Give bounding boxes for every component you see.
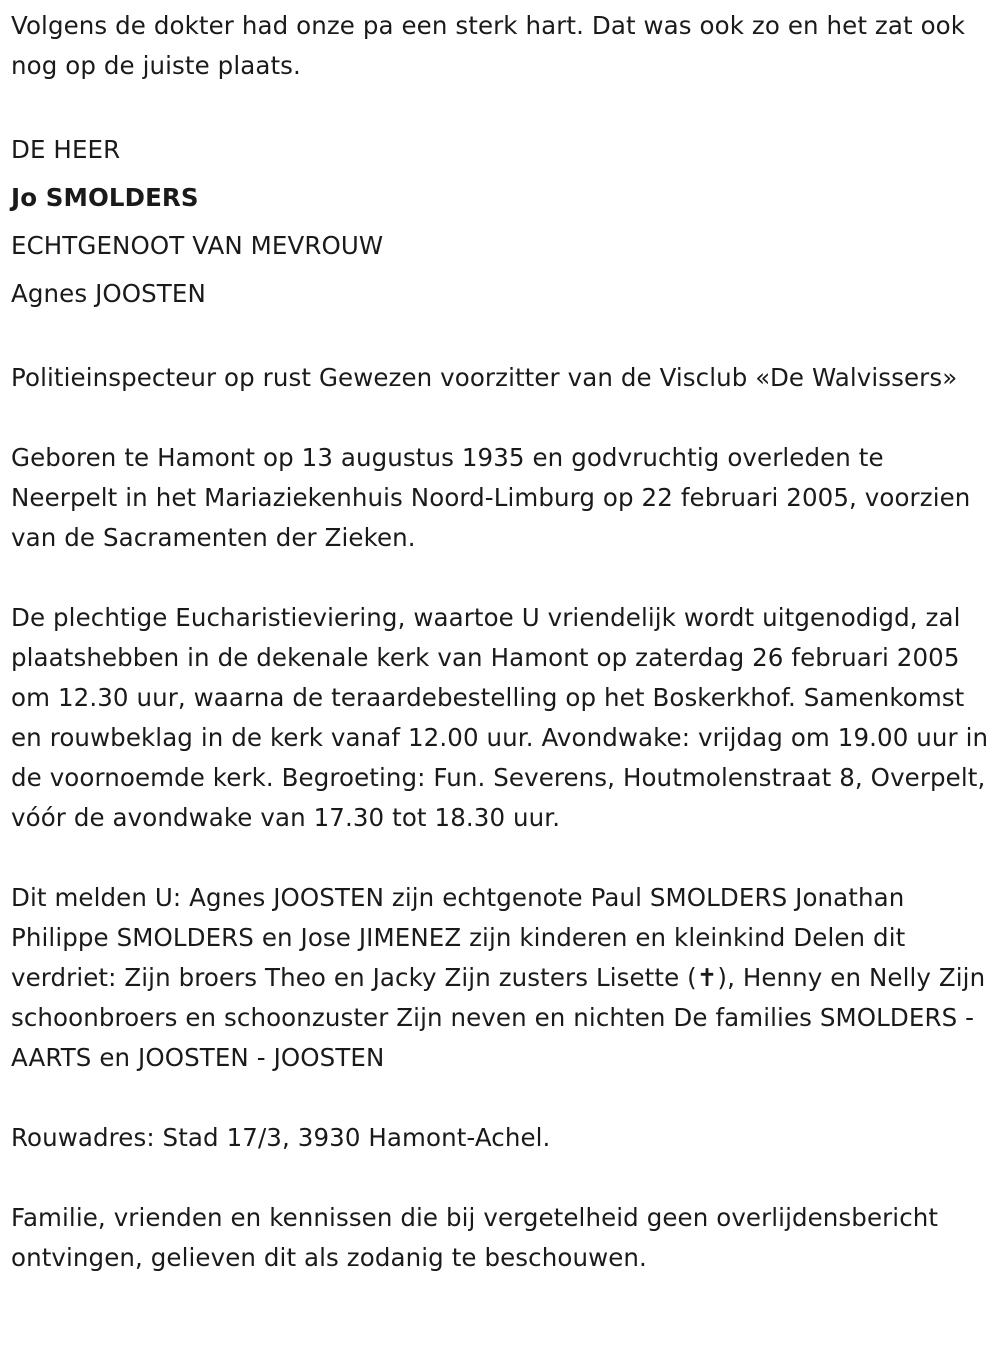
family-paragraph: Dit melden U: Agnes JOOSTEN zijn echtgenote Paul SMOLDERS Jonathan Philippe SMOLDERS en Jose JIMENEZ zijn kinderen en kleinkind Delen dit verdriet: Zijn broers Theo en Jacky Zijn zusters Lisette (✝), Henny en Nelly Zijn schoonbroers en schoonzuster Zijn neven en nichten De families SMOLDERS - AARTS en JOOSTEN - JOOSTEN [11,883,986,1072]
spouse-label: ECHTGENOOT VAN MEVROUW [11,231,384,260]
deceased-heading [11,126,993,318]
address-paragraph: Rouwadres: Stad 17/3, 3930 Hamont-Achel. [11,1123,551,1152]
occupation-paragraph: Politieinspecteur op rust Gewezen voorzitter van de Visclub «De Walvissers» [11,363,958,392]
deceased-name: Jo SMOLDERS [11,183,199,212]
closing-paragraph: Familie, vrienden en kennissen die bij vergetelheid geen overlijdensbericht ontvingen, gelieven dit als zodanig te beschouwen. [11,1203,939,1272]
ceremony-paragraph: De plechtige Eucharistieviering, waartoe U vriendelijk wordt uitgenodigd, zal plaatshebben in de dekenale kerk van Hamont op zaterdag 26 februari 2005 om 12.30 uur, waarna de teraardebestelling op het Boskerkhof. Samenkomst en rouwbeklag in de kerk vanaf 12.00 uur. Avondwake: vrijdag om 19.00 uur in de voornoemde kerk. Begroeting: Fun. Severens, Houtmolenstraat 8, Overpelt, vóór de avondwake van 17.30 tot 18.30 uur. [11,603,989,832]
intro-paragraph: Volgens de dokter had onze pa een sterk hart. Dat was ook zo en het zat ook nog op de juiste plaats. [11,11,966,80]
spouse-name: Agnes JOOSTEN [11,279,206,308]
birth-death-paragraph: Geboren te Hamont op 13 augustus 1935 en godvruchtig overleden te Neerpelt in het Mariaziekenhuis Noord-Limburg op 22 februari 2005, voorzien van de Sacramenten der Zieken. [11,443,971,552]
title-prefix: DE HEER [11,135,121,164]
obituary-document [11,6,993,1278]
